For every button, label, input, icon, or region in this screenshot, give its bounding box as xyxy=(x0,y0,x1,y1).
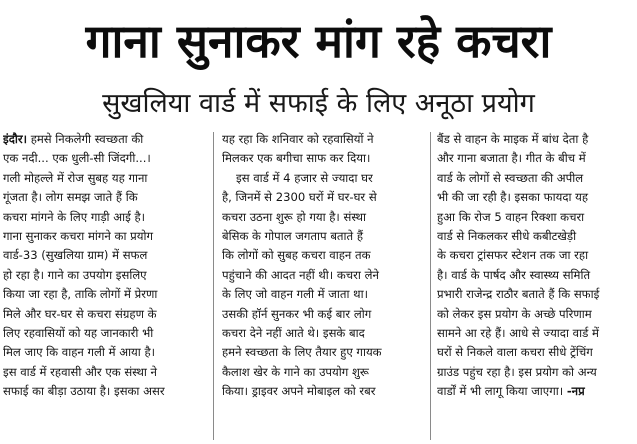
text-line xyxy=(3,130,206,149)
article-column-1 xyxy=(3,130,206,442)
headline: गाना सुनाकर मांग रहे कचरा xyxy=(85,14,552,68)
text-line: वार्ड-33 (सुखलिया ग्राम) में सफल xyxy=(3,248,148,263)
text-line: बैंड से वाहन के माइक में बांध देता है xyxy=(437,132,589,146)
text-line: वार्ड से निकलकर सीधे कबीटखेड़ी xyxy=(437,229,577,244)
text-line: कचरा देने नहीं आते थे। इसके बाद xyxy=(222,326,365,341)
text-line: मिले और घर-घर से कचरा संग्रहण के xyxy=(3,306,157,321)
text-line: मिलकर एक बगीचा साफ कर दिया। xyxy=(222,151,371,166)
text-line: सफाई का बीड़ा उठाया है। इसका असर xyxy=(3,384,165,399)
text-line: इस वार्ड में रहवासी और एक संस्था ने xyxy=(3,364,157,379)
text-line: उसकी हॉर्न सुनकर भी कई बार लोग xyxy=(222,306,372,321)
text-line: किया। ड्राइवर अपने मोबाइल को रबर xyxy=(222,384,376,399)
text-line: बेसिक के गोपाल जगताप बताते हैं xyxy=(222,229,363,244)
text-line: कि लोगों को सुबह कचरा वाहन तक xyxy=(222,248,371,263)
text-line: घरों से निकले वाला कचरा सीधे ट्रेंचिंग xyxy=(437,345,593,360)
text-line: गूंजता है। लोग समझ जाते हैं कि xyxy=(3,190,138,205)
text-line: सामने आ रहे हैं। आधे से ज्यादा वार्ड में xyxy=(437,326,599,341)
byline-credit: -नप्र xyxy=(566,384,585,399)
text-line: के कचरा ट्रांसफर स्टेशन तक जा रहा xyxy=(437,248,589,263)
text-line-content: हमसे निकलेगी स्वच्छता की xyxy=(30,132,144,146)
text-line: भी की जा रही है। इसका फायदा यह xyxy=(437,190,589,205)
text-line: कचरा मांगने के लिए गाड़ी आई है। xyxy=(3,209,146,224)
text-line: हुआ कि रोज 5 वाहन रिक्शा कचरा xyxy=(437,209,585,224)
text-line: हो रहा है। गाने का उपयोग इसलिए xyxy=(3,267,147,282)
text-line: को लेकर इस प्रयोग के अच्छे परिणाम xyxy=(437,306,592,321)
text-line: कैलाश खेर के गाने का उपयोग शुरू xyxy=(222,364,369,379)
text-line: एक नदी... एक धुली-सी जिंदगी...। xyxy=(3,151,151,166)
dateline: इंदौर। xyxy=(3,132,27,146)
text-line-content: वार्डों में भी लागू किया जाएगा। xyxy=(437,384,564,399)
article-column-2 xyxy=(222,130,425,442)
article-column-3 xyxy=(437,130,634,442)
text-line: है, जिनमें से 2300 घरों में घर-घर से xyxy=(222,190,377,205)
text-line: के लिए जो वाहन गली में जाता था। xyxy=(222,287,368,302)
text-line: ग्राउंड पहुंच रहा है। इस प्रयोग को अन्य xyxy=(437,364,597,379)
text-line: किया जा रहा है, ताकि लोगों में प्रेरणा xyxy=(3,287,158,302)
text-line: है। वार्ड के पार्षद और स्वास्थ्य समिति xyxy=(437,267,591,282)
text-line: प्रभारी राजेन्द्र राठौर बताते हैं कि सफाई xyxy=(437,287,600,302)
text-line: गली मोहल्ले में रोज सुबह यह गाना xyxy=(3,170,148,185)
text-line: इस वार्ड में 4 हजार से ज्यादा घर xyxy=(236,170,373,185)
text-line: और गाना बजाता है। गीत के बीच में xyxy=(437,151,586,166)
column-divider-1 xyxy=(213,132,214,440)
text-line: वार्ड के लोगों से स्वच्छता की अपील xyxy=(437,170,584,185)
text-line: यह रहा कि शनिवार को रहवासियों ने xyxy=(222,132,374,146)
text-line xyxy=(437,382,634,401)
subheadline: सुखलिया वार्ड में सफाई के लिए अनूठा प्रयोग xyxy=(102,88,535,119)
text-line: गाना सुनाकर कचरा मांगने का प्रयोग xyxy=(3,229,153,244)
text-line: पहुंचाने की आदत नहीं थी। कचरा लेने xyxy=(222,267,379,282)
column-divider-2 xyxy=(430,132,431,440)
text-line: हमने स्वच्छता के लिए तैयार हुए गायक xyxy=(222,345,382,360)
text-line: कचरा उठना शुरू हो गया है। संस्था xyxy=(222,209,367,224)
text-line: लिए रहवासियों को यह जानकारी भी xyxy=(3,326,154,341)
text-line: मिल जाए कि वाहन गली में आया है। xyxy=(3,345,156,360)
